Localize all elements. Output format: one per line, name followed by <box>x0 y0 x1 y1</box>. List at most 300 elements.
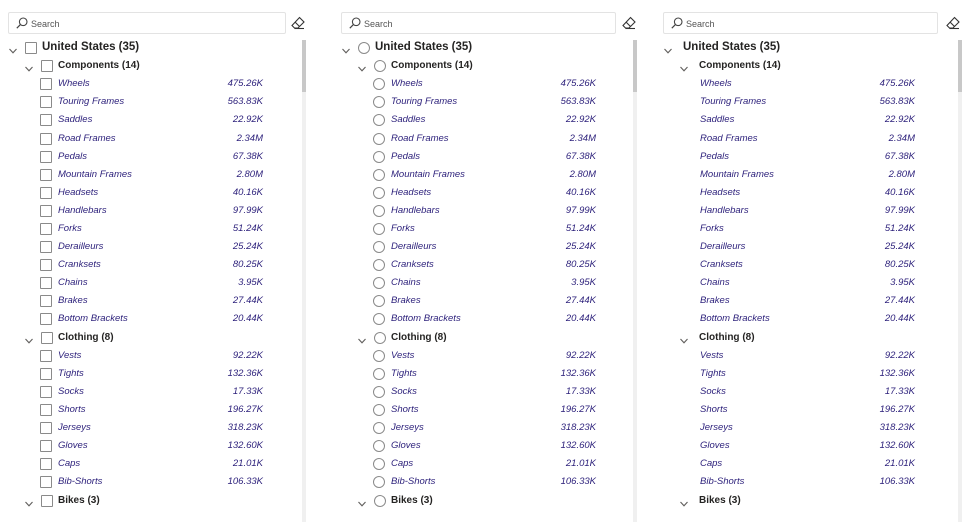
item-value: 21.01K <box>884 458 915 469</box>
checkbox[interactable] <box>41 332 53 344</box>
slicer-panel-radio <box>333 0 643 522</box>
item-label: Saddles <box>700 114 735 125</box>
item-label: Derailleurs <box>700 241 746 252</box>
item-value: 25.24K <box>232 241 263 252</box>
item-label: Road Frames <box>58 133 116 144</box>
checkbox[interactable] <box>40 313 52 325</box>
radio-button[interactable] <box>374 495 386 507</box>
group-label: Bikes (3) <box>391 495 433 506</box>
radio-button[interactable] <box>373 114 385 126</box>
item-value: 80.25K <box>232 259 263 270</box>
checkbox[interactable] <box>40 223 52 235</box>
item-label: Derailleurs <box>58 241 104 252</box>
item-label: Chains <box>700 277 730 288</box>
item-label: Vests <box>58 350 82 361</box>
item-label: Tights <box>391 368 417 379</box>
item-label: Jerseys <box>58 422 91 433</box>
list-item[interactable] <box>655 93 955 111</box>
list-item[interactable] <box>655 347 955 365</box>
tree-group-item[interactable] <box>333 329 633 347</box>
item-label: Saddles <box>391 114 426 125</box>
list-item[interactable] <box>655 148 955 166</box>
list-item[interactable] <box>0 130 300 148</box>
item-value: 2.34M <box>236 133 263 144</box>
list-item[interactable] <box>655 238 955 256</box>
checkbox[interactable] <box>40 458 52 470</box>
item-label: Headsets <box>58 187 99 198</box>
scrollbar-thumb[interactable] <box>302 40 306 92</box>
item-value: 196.27K <box>560 404 596 415</box>
search-input[interactable] <box>31 15 251 32</box>
item-value: 22.92K <box>565 114 596 125</box>
item-label: Vests <box>391 350 415 361</box>
checkbox[interactable] <box>40 404 52 416</box>
item-label: Headsets <box>700 187 741 198</box>
item-value: 25.24K <box>565 241 596 252</box>
item-value: 51.24K <box>565 223 596 234</box>
item-value: 132.36K <box>560 368 596 379</box>
item-value: 563.83K <box>879 96 915 107</box>
chevron-down-icon[interactable] <box>679 61 689 71</box>
list-item[interactable] <box>655 365 955 383</box>
radio-button[interactable] <box>373 404 385 416</box>
list-item[interactable] <box>0 184 300 202</box>
item-value: 563.83K <box>227 96 263 107</box>
item-value: 92.22K <box>565 350 596 361</box>
item-label: Brakes <box>391 295 421 306</box>
radio-button[interactable] <box>373 133 385 145</box>
item-label: Tights <box>58 368 84 379</box>
item-value: 97.99K <box>232 205 263 216</box>
list-item[interactable] <box>0 75 300 93</box>
list-item[interactable] <box>333 202 633 220</box>
item-value: 132.60K <box>560 440 596 451</box>
item-value: 20.44K <box>565 313 596 324</box>
item-label: Road Frames <box>391 133 449 144</box>
checkbox[interactable] <box>40 386 52 398</box>
list-item[interactable] <box>0 220 300 238</box>
eraser-icon[interactable] <box>621 15 637 31</box>
item-value: 25.24K <box>884 241 915 252</box>
item-value: 67.38K <box>884 151 915 162</box>
radio-button[interactable] <box>374 60 386 72</box>
item-value: 67.38K <box>232 151 263 162</box>
list-item[interactable] <box>655 184 955 202</box>
item-label: Forks <box>700 223 724 234</box>
item-label: Bib-Shorts <box>58 476 103 487</box>
list-item[interactable] <box>655 310 955 328</box>
checkbox[interactable] <box>40 241 52 253</box>
list-item[interactable] <box>0 111 300 129</box>
item-label: Gloves <box>58 440 88 451</box>
tree-group-item[interactable] <box>333 492 633 510</box>
item-value: 318.23K <box>560 422 596 433</box>
list-item[interactable] <box>333 310 633 328</box>
list-item[interactable] <box>333 473 633 491</box>
tree-group-item[interactable] <box>655 57 955 75</box>
radio-button[interactable] <box>373 187 385 199</box>
radio-button[interactable] <box>374 332 386 344</box>
checkbox[interactable] <box>40 78 52 90</box>
list-item[interactable] <box>655 437 955 455</box>
item-value: 132.36K <box>879 368 915 379</box>
item-value: 22.92K <box>232 114 263 125</box>
list-item[interactable] <box>0 437 300 455</box>
tree-group-item[interactable] <box>0 329 300 347</box>
item-value: 17.33K <box>884 386 915 397</box>
list-item[interactable] <box>655 274 955 292</box>
list-item[interactable] <box>0 202 300 220</box>
eraser-icon[interactable] <box>290 15 306 31</box>
item-value: 132.36K <box>227 368 263 379</box>
list-item[interactable] <box>655 202 955 220</box>
list-item[interactable] <box>333 383 633 401</box>
item-label: Handlebars <box>700 205 749 216</box>
item-value: 318.23K <box>227 422 263 433</box>
item-label: Wheels <box>58 78 90 89</box>
item-label: Brakes <box>700 295 730 306</box>
item-value: 17.33K <box>565 386 596 397</box>
item-label: Shorts <box>391 404 419 415</box>
item-label: Bib-Shorts <box>700 476 745 487</box>
list-item[interactable] <box>333 111 633 129</box>
list-item[interactable] <box>0 93 300 111</box>
radio-button[interactable] <box>373 458 385 470</box>
list-item[interactable] <box>655 220 955 238</box>
item-label: Shorts <box>700 404 728 415</box>
tree-root-item[interactable] <box>655 39 955 57</box>
item-value: 21.01K <box>565 458 596 469</box>
item-label: Pedals <box>58 151 88 162</box>
scrollbar-thumb[interactable] <box>633 40 637 92</box>
item-label: Socks <box>700 386 726 397</box>
item-label: Cranksets <box>58 259 101 270</box>
group-label: Clothing (8) <box>58 332 114 343</box>
item-value: 51.24K <box>232 223 263 234</box>
checkbox[interactable] <box>40 205 52 217</box>
item-label: Tights <box>700 368 726 379</box>
list-item[interactable] <box>0 166 300 184</box>
list-item[interactable] <box>333 75 633 93</box>
radio-button[interactable] <box>373 368 385 380</box>
item-label: Touring Frames <box>391 96 458 107</box>
scrollbar[interactable] <box>958 40 962 522</box>
list-item[interactable] <box>333 365 633 383</box>
list-item[interactable] <box>333 184 633 202</box>
checkbox[interactable] <box>41 60 53 72</box>
item-value: 67.38K <box>565 151 596 162</box>
checkbox[interactable] <box>40 277 52 289</box>
list-item[interactable] <box>655 75 955 93</box>
item-label: Bottom Brackets <box>700 313 770 324</box>
radio-button[interactable] <box>373 313 385 325</box>
chevron-down-icon[interactable] <box>679 333 689 343</box>
list-item[interactable] <box>0 455 300 473</box>
chevron-down-icon[interactable] <box>341 43 351 53</box>
list-item[interactable] <box>0 292 300 310</box>
group-label: Components (14) <box>58 60 140 71</box>
radio-button[interactable] <box>373 96 385 108</box>
radio-button[interactable] <box>373 151 385 163</box>
item-label: Forks <box>58 223 82 234</box>
chevron-down-icon[interactable] <box>8 43 18 53</box>
item-label: Socks <box>391 386 417 397</box>
chevron-down-icon[interactable] <box>24 496 34 506</box>
item-label: Pedals <box>700 151 730 162</box>
radio-button[interactable] <box>373 205 385 217</box>
item-label: Caps <box>700 458 723 469</box>
group-label: Bikes (3) <box>58 495 100 506</box>
list-item[interactable] <box>655 401 955 419</box>
item-value: 17.33K <box>232 386 263 397</box>
item-value: 92.22K <box>884 350 915 361</box>
item-label: Jerseys <box>391 422 424 433</box>
list-item[interactable] <box>333 238 633 256</box>
item-label: Touring Frames <box>700 96 767 107</box>
item-label: Chains <box>391 277 421 288</box>
item-value: 27.44K <box>884 295 915 306</box>
chevron-down-icon[interactable] <box>357 496 367 506</box>
item-value: 2.34M <box>888 133 915 144</box>
item-label: Touring Frames <box>58 96 125 107</box>
item-value: 475.26K <box>879 78 915 89</box>
item-label: Brakes <box>58 295 88 306</box>
list-item[interactable] <box>0 473 300 491</box>
checkbox[interactable] <box>41 495 53 507</box>
chevron-down-icon[interactable] <box>24 61 34 71</box>
item-value: 106.33K <box>560 476 596 487</box>
checkbox[interactable] <box>40 422 52 434</box>
item-value: 51.24K <box>884 223 915 234</box>
checkbox[interactable] <box>40 295 52 307</box>
checkbox[interactable] <box>40 187 52 199</box>
list-item[interactable] <box>333 256 633 274</box>
chevron-down-icon[interactable] <box>357 61 367 71</box>
tree-group-item[interactable] <box>0 492 300 510</box>
group-label: Clothing (8) <box>699 332 755 343</box>
item-label: Cranksets <box>391 259 434 270</box>
tree-root-item[interactable] <box>0 39 300 57</box>
item-value: 21.01K <box>232 458 263 469</box>
item-label: Derailleurs <box>391 241 437 252</box>
list-item[interactable] <box>0 401 300 419</box>
item-value: 20.44K <box>232 313 263 324</box>
item-value: 80.25K <box>565 259 596 270</box>
list-item[interactable] <box>0 148 300 166</box>
item-value: 40.16K <box>884 187 915 198</box>
search-icon <box>15 16 29 30</box>
scrollbar-thumb[interactable] <box>958 40 962 92</box>
item-label: Gloves <box>391 440 421 451</box>
item-label: Bib-Shorts <box>391 476 436 487</box>
list-item[interactable] <box>333 347 633 365</box>
item-value: 3.95K <box>890 277 915 288</box>
radio-button[interactable] <box>373 422 385 434</box>
search-box[interactable] <box>663 12 938 34</box>
list-item[interactable] <box>333 437 633 455</box>
radio-button[interactable] <box>373 386 385 398</box>
checkbox[interactable] <box>40 169 52 181</box>
item-value: 2.34M <box>569 133 596 144</box>
item-label: Wheels <box>700 78 732 89</box>
radio-button[interactable] <box>358 42 370 54</box>
tree-group-item[interactable] <box>655 492 955 510</box>
search-box[interactable] <box>8 12 286 34</box>
tree-group-item[interactable] <box>333 57 633 75</box>
item-label: Handlebars <box>58 205 107 216</box>
chevron-down-icon[interactable] <box>663 43 673 53</box>
scrollbar[interactable] <box>302 40 306 522</box>
item-value: 132.60K <box>227 440 263 451</box>
radio-button[interactable] <box>373 169 385 181</box>
item-label: Pedals <box>391 151 421 162</box>
item-label: Road Frames <box>700 133 758 144</box>
item-label: Wheels <box>391 78 423 89</box>
chevron-down-icon[interactable] <box>357 333 367 343</box>
scrollbar[interactable] <box>633 40 637 522</box>
checkbox[interactable] <box>40 259 52 271</box>
list-item[interactable] <box>655 419 955 437</box>
checkbox[interactable] <box>40 350 52 362</box>
list-item[interactable] <box>333 130 633 148</box>
item-value: 2.80M <box>569 169 596 180</box>
item-label: Mountain Frames <box>58 169 132 180</box>
item-value: 3.95K <box>571 277 596 288</box>
list-item[interactable] <box>0 383 300 401</box>
list-item[interactable] <box>0 256 300 274</box>
list-item[interactable] <box>655 292 955 310</box>
item-label: Handlebars <box>391 205 440 216</box>
list-item[interactable] <box>655 256 955 274</box>
list-item[interactable] <box>0 310 300 328</box>
tree-root-item[interactable] <box>333 39 633 57</box>
item-value: 27.44K <box>565 295 596 306</box>
item-value: 40.16K <box>565 187 596 198</box>
list-item[interactable] <box>0 365 300 383</box>
tree-group-item[interactable] <box>0 57 300 75</box>
group-label: Components (14) <box>699 60 781 71</box>
checkbox[interactable] <box>40 96 52 108</box>
item-value: 2.80M <box>236 169 263 180</box>
list-item[interactable] <box>655 111 955 129</box>
item-label: Caps <box>58 458 81 469</box>
search-box[interactable] <box>341 12 616 34</box>
item-value: 475.26K <box>227 78 263 89</box>
checkbox[interactable] <box>40 133 52 145</box>
item-label: Jerseys <box>700 422 733 433</box>
list-item[interactable] <box>0 238 300 256</box>
list-item[interactable] <box>655 130 955 148</box>
radio-button[interactable] <box>373 350 385 362</box>
item-value: 80.25K <box>884 259 915 270</box>
radio-button[interactable] <box>373 295 385 307</box>
chevron-down-icon[interactable] <box>24 333 34 343</box>
item-label: Mountain Frames <box>700 169 774 180</box>
item-label: Bottom Brackets <box>58 313 128 324</box>
radio-button[interactable] <box>373 78 385 90</box>
item-value: 20.44K <box>884 313 915 324</box>
item-value: 97.99K <box>884 205 915 216</box>
item-label: Headsets <box>391 187 432 198</box>
search-input[interactable] <box>364 15 584 32</box>
tree-root-label: United States (35) <box>42 41 140 53</box>
item-value: 563.83K <box>560 96 596 107</box>
radio-button[interactable] <box>373 223 385 235</box>
item-value: 106.33K <box>227 476 263 487</box>
item-label: Caps <box>391 458 414 469</box>
radio-button[interactable] <box>373 241 385 253</box>
list-item[interactable] <box>655 383 955 401</box>
tree-root-label: United States (35) <box>683 41 781 53</box>
item-label: Vests <box>700 350 724 361</box>
tree-group-item[interactable] <box>655 329 955 347</box>
item-label: Cranksets <box>700 259 743 270</box>
checkbox[interactable] <box>40 114 52 126</box>
item-value: 196.27K <box>879 404 915 415</box>
item-label: Chains <box>58 277 88 288</box>
list-item[interactable] <box>655 455 955 473</box>
list-item[interactable] <box>333 401 633 419</box>
list-item[interactable] <box>0 274 300 292</box>
list-item[interactable] <box>333 220 633 238</box>
list-item[interactable] <box>333 455 633 473</box>
radio-button[interactable] <box>373 277 385 289</box>
tree-root-label: United States (35) <box>375 41 473 53</box>
item-value: 27.44K <box>232 295 263 306</box>
radio-button[interactable] <box>373 440 385 452</box>
item-value: 22.92K <box>884 114 915 125</box>
chevron-down-icon[interactable] <box>679 496 689 506</box>
list-item[interactable] <box>0 419 300 437</box>
slicer-panel-checkbox <box>0 0 310 522</box>
item-value: 40.16K <box>232 187 263 198</box>
item-value: 318.23K <box>879 422 915 433</box>
list-item[interactable] <box>333 292 633 310</box>
item-value: 3.95K <box>238 277 263 288</box>
checkbox[interactable] <box>40 476 52 488</box>
checkbox[interactable] <box>40 151 52 163</box>
item-value: 2.80M <box>888 169 915 180</box>
item-label: Saddles <box>58 114 93 125</box>
search-icon <box>348 16 362 30</box>
list-item[interactable] <box>333 93 633 111</box>
list-item[interactable] <box>333 419 633 437</box>
eraser-icon[interactable] <box>945 15 961 31</box>
list-item[interactable] <box>333 148 633 166</box>
checkbox[interactable] <box>40 440 52 452</box>
checkbox[interactable] <box>25 42 37 54</box>
checkbox[interactable] <box>40 368 52 380</box>
group-label: Bikes (3) <box>699 495 741 506</box>
list-item[interactable] <box>0 347 300 365</box>
item-label: Mountain Frames <box>391 169 465 180</box>
item-label: Shorts <box>58 404 86 415</box>
list-item[interactable] <box>655 473 955 491</box>
group-label: Clothing (8) <box>391 332 447 343</box>
item-label: Gloves <box>700 440 730 451</box>
radio-button[interactable] <box>373 476 385 488</box>
list-item[interactable] <box>333 166 633 184</box>
item-value: 196.27K <box>227 404 263 415</box>
item-label: Socks <box>58 386 84 397</box>
list-item[interactable] <box>333 274 633 292</box>
item-label: Bottom Brackets <box>391 313 461 324</box>
search-input[interactable] <box>686 15 906 32</box>
group-label: Components (14) <box>391 60 473 71</box>
list-item[interactable] <box>655 166 955 184</box>
item-label: Forks <box>391 223 415 234</box>
radio-button[interactable] <box>373 259 385 271</box>
